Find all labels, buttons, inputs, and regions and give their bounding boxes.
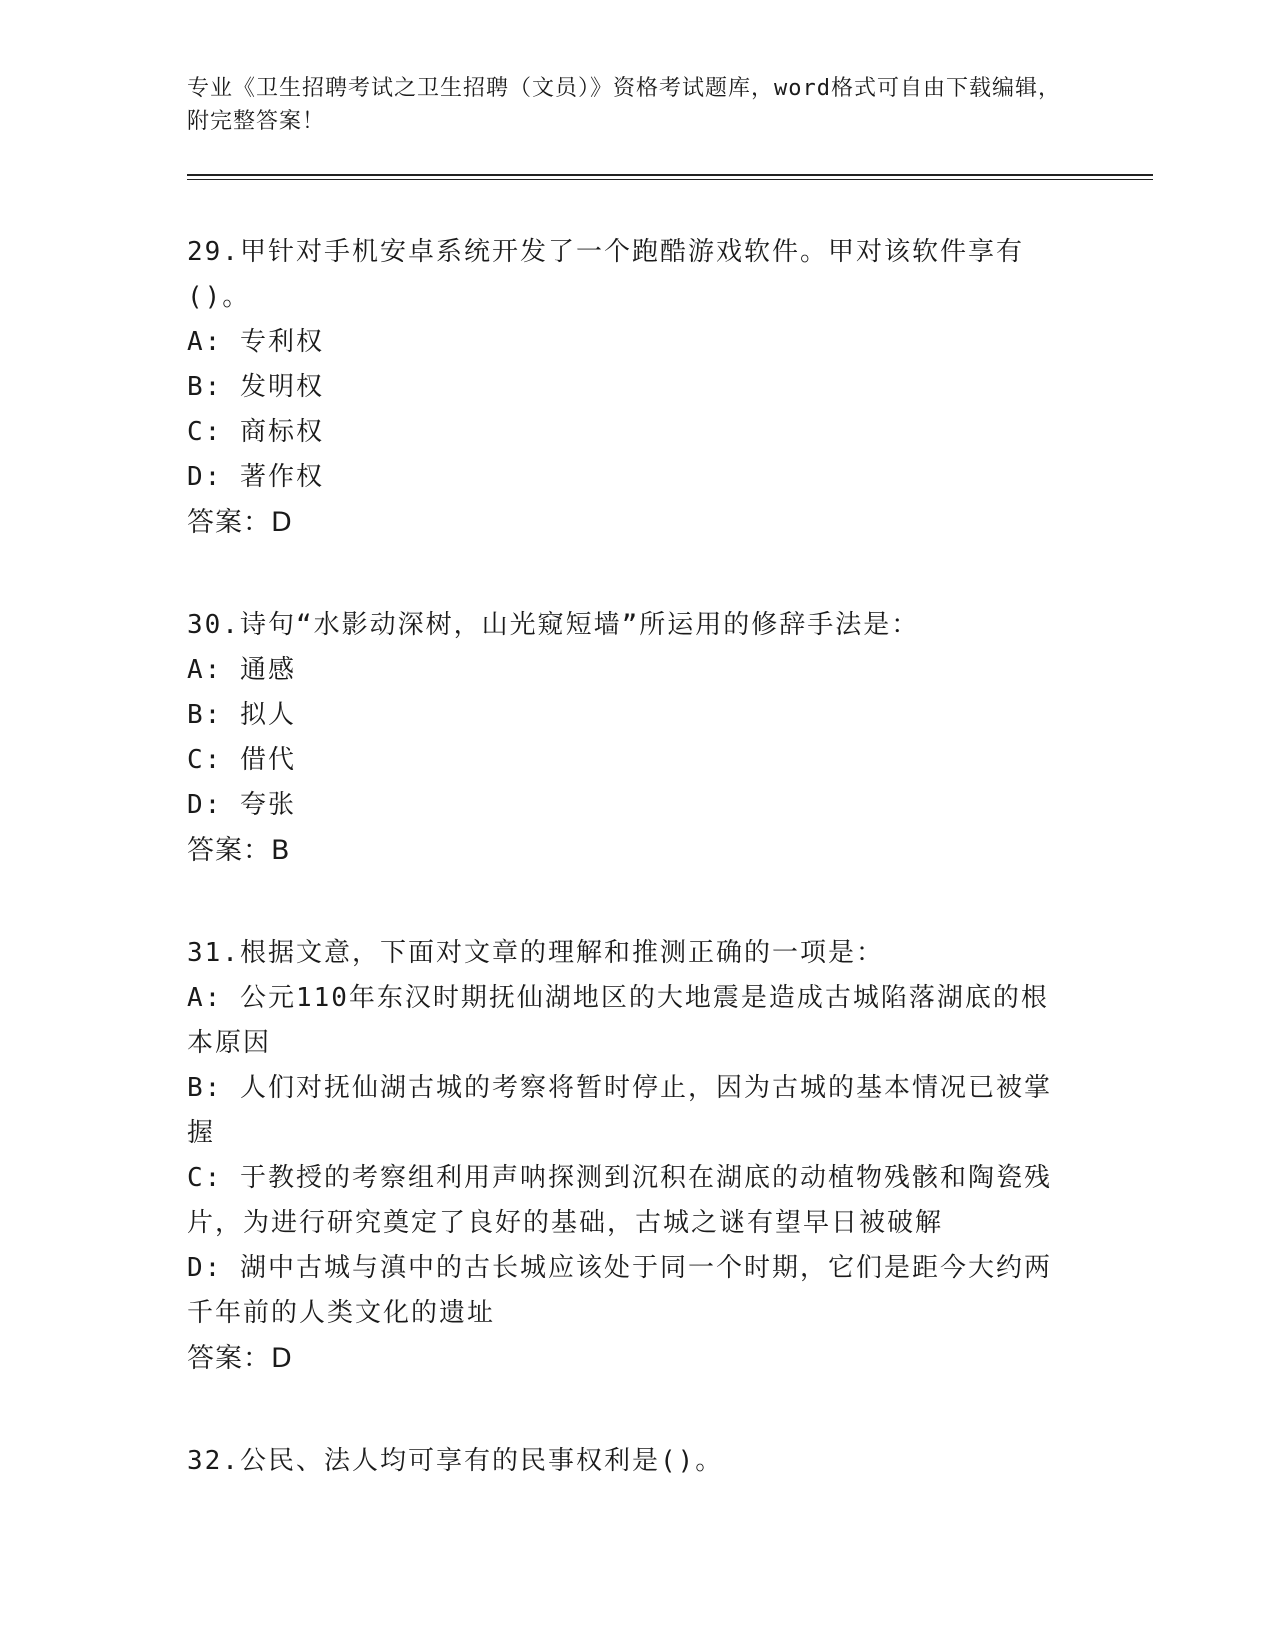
document-intro: 专业《卫生招聘考试之卫生招聘（文员）》资格考试题库，word格式可自由下载编辑，附完整答案！ (187, 76, 1061, 134)
option-a: A: 通感 (187, 655, 296, 685)
option-d: D: 著作权 (187, 462, 324, 492)
option-c: C: 于教授的考察组利用声呐探测到沉积在湖底的动植物残骸和陶瓷残片，为进行研究奠定了良好的基础，古城之谜有望早日被破解 (187, 1163, 1052, 1238)
question-32 (187, 1439, 1067, 1484)
option-b: B: 发明权 (187, 372, 324, 402)
question-30 (187, 603, 1067, 873)
answer-text: 答案：D (187, 507, 293, 538)
answer-text: 答案：D (187, 1343, 293, 1374)
answer-text: 答案：B (187, 835, 291, 866)
question-31 (187, 931, 1067, 1381)
header-divider (187, 174, 1153, 180)
option-c: C: 商标权 (187, 417, 324, 447)
option-b: B: 拟人 (187, 700, 296, 730)
option-a: A: 专利权 (187, 327, 324, 357)
question-stem: 31.根据文意，下面对文章的理解和推测正确的一项是： (187, 938, 884, 968)
question-stem: 29.甲针对手机安卓系统开发了一个跑酷游戏软件。甲对该软件享有()。 (187, 237, 1024, 312)
question-29 (187, 230, 1067, 545)
question-stem: 30.诗句“水影动深树，山光窥短墙”所运用的修辞手法是： (187, 610, 920, 640)
option-a: A: 公元110年东汉时期抚仙湖地区的大地震是造成古城陷落湖底的根本原因 (187, 983, 1049, 1058)
document-page (187, 72, 1067, 1484)
option-d: D: 夸张 (187, 790, 296, 820)
option-c: C: 借代 (187, 745, 296, 775)
option-d: D: 湖中古城与滇中的古长城应该处于同一个时期，它们是距今大约两千年前的人类文化的遗址 (187, 1253, 1052, 1328)
question-stem: 32.公民、法人均可享有的民事权利是()。 (187, 1446, 724, 1476)
option-b: B: 人们对抚仙湖古城的考察将暂时停止，因为古城的基本情况已被掌握 (187, 1073, 1052, 1148)
